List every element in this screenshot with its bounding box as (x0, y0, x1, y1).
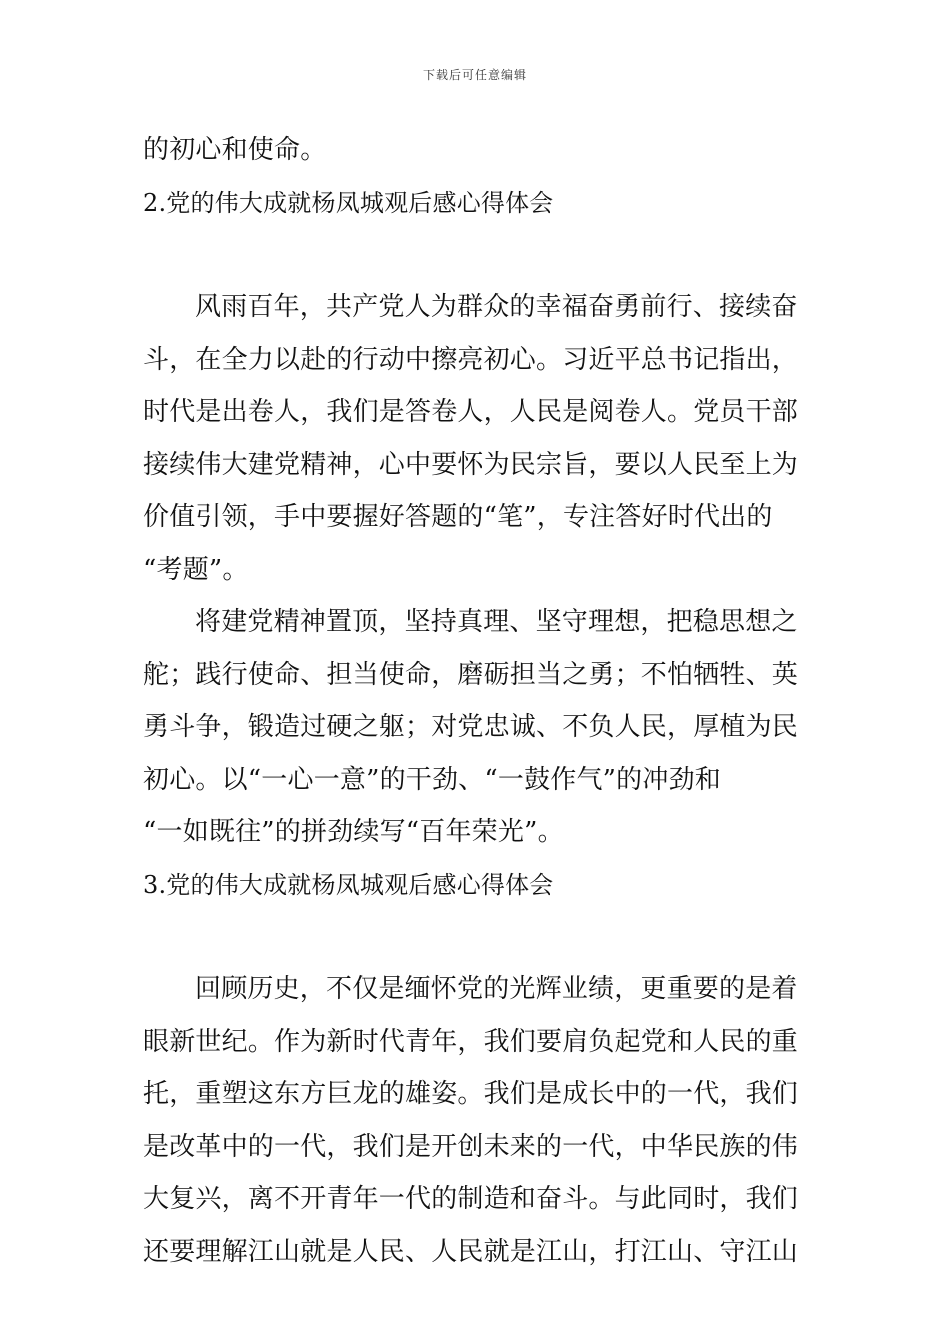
text-line: 大复兴，离不开青年一代的制造和奋斗。与此同时，我们 (143, 1184, 799, 1214)
text-line: 的初心和使命。 (143, 135, 327, 165)
text-line: “考题”。 (143, 554, 249, 585)
text-line: 舵；践行使命、担当使命，磨砺担当之勇；不怕牺牲、英 (143, 659, 799, 690)
section-heading: 2.党的伟大成就杨凤城观后感心得体会 (143, 188, 554, 217)
blank-line (143, 229, 807, 281)
text-line: 斗，在全力以赴的行动中擦亮初心。习近平总书记指出， (143, 344, 799, 375)
header-note: 下载后可任意编辑 (422, 68, 527, 82)
blank-line (143, 911, 807, 963)
paragraph-first-line: 将建党精神置顶，坚持真理、坚守理想，把稳思想之 (195, 607, 798, 637)
paragraph-first-line: 回顾历史，不仅是缅怀党的光辉业绩，更重要的是着 (195, 974, 798, 1004)
text-line: 眼新世纪。作为新时代青年，我们要肩负起党和人民的重 (143, 1026, 799, 1057)
section-heading: 3.党的伟大成就杨凤城观后感心得体会 (143, 870, 554, 899)
text-line: 初心。以“一心一意”的干劲、“一鼓作气”的冲劲和 (143, 764, 721, 795)
document-body (143, 124, 807, 1278)
text-line: 接续伟大建党精神，心中要怀为民宗旨，要以人民至上为 (143, 449, 799, 480)
text-line: 是改革中的一代，我们是开创未来的一代，中华民族的伟 (143, 1131, 799, 1162)
text-line: 托，重塑这东方巨龙的雄姿。我们是成长中的一代，我们 (143, 1079, 799, 1109)
text-line: 时代是出卷人，我们是答卷人，人民是阅卷人。党员干部 (143, 397, 799, 427)
text-line: 还要理解江山就是人民、人民就是江山，打江山、守江山 (143, 1236, 799, 1267)
text-line: 价值引领，手中要握好答题的“笔”，专注答好时代出的 (143, 502, 773, 532)
paragraph-first-line: 风雨百年，共产党人为群众的幸福奋勇前行、接续奋 (195, 292, 798, 322)
text-line: 勇斗争，锻造过硬之躯；对党忠诚、不负人民，厚植为民 (143, 712, 799, 742)
text-line: “一如既往”的拼劲续写“百年荣光”。 (143, 817, 564, 847)
